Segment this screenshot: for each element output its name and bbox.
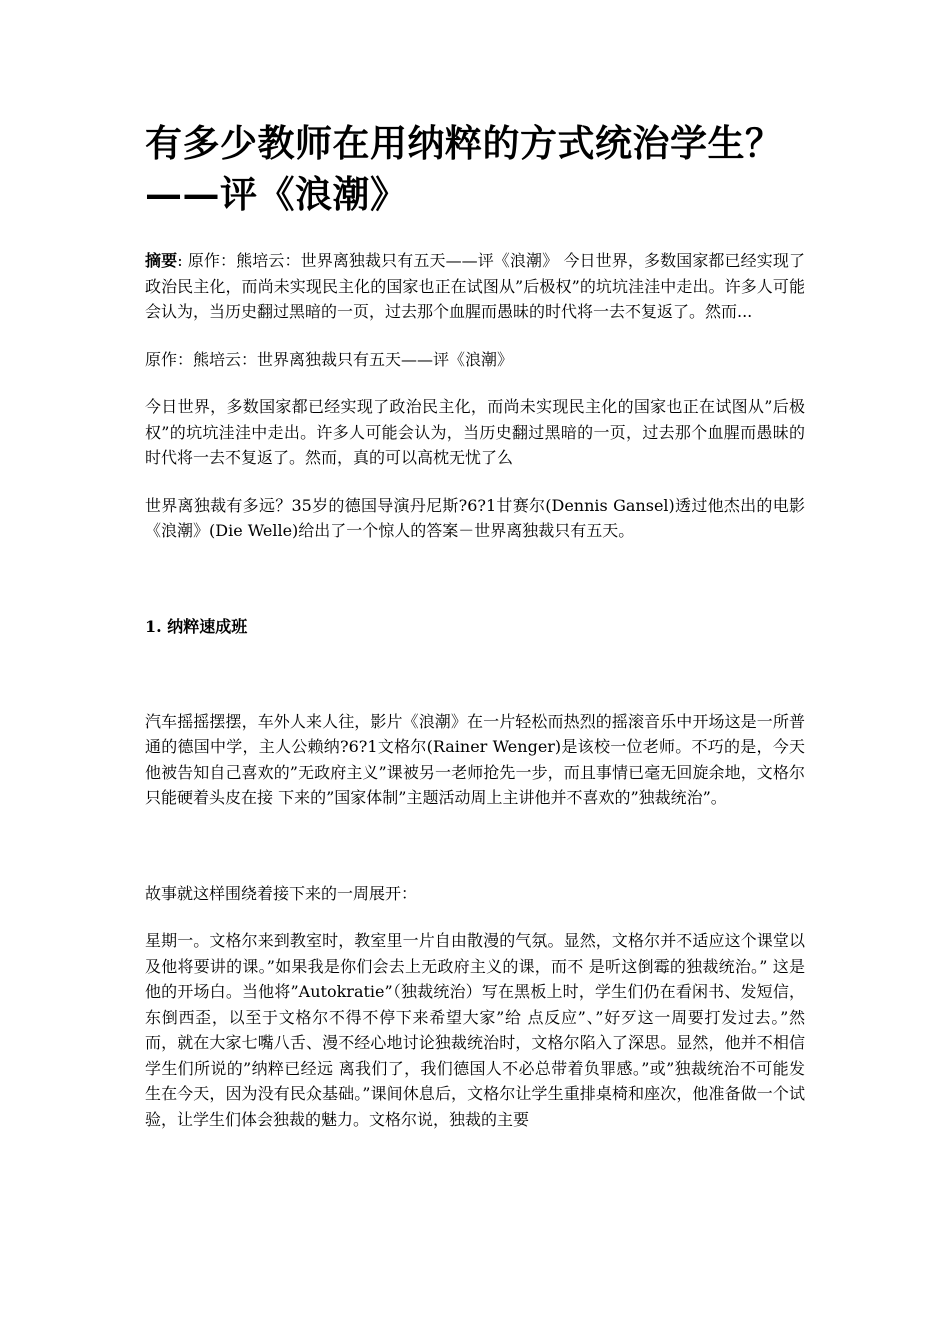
question-paragraph: 世界离独裁有多远？35岁的德国导演丹尼斯?6?1甘赛尔(Dennis Gansel)透过他杰出的电影《浪潮》(Die Welle)给出了一个惊人的答案－世界离独裁只有五天。 bbox=[145, 495, 805, 540]
article-title bbox=[145, 118, 805, 220]
abstract bbox=[145, 248, 805, 325]
article-title-line1: 有多少教师在用纳粹的方式统治学生？ bbox=[145, 121, 783, 165]
section-heading-1: 1. 纳粹速成班 bbox=[145, 616, 248, 636]
abstract-text: : 原作：熊培云：世界离独裁只有五天——评《浪潮》 今日世界，多数国家都已经实现了政治民主化，而尚未实现民主化的国家也正在试图从”后极权”的坑坑洼洼中走出。许多人可能会认为，当历史翻过黑暗的一页，过去那个血腥而愚昧的时代将一去不复返了。然而... bbox=[145, 251, 805, 321]
opening-paragraph: 汽车摇摇摆摆，车外人来人往，影片《浪潮》在一片轻松而热烈的摇滚音乐中开场这是一所普通的德国中学，主人公赖纳?6?1文格尔(Rainer Wenger)是该校一位老师。不巧的是，今天他被告知自己喜欢的”无政府主义”课被另一老师抢先一步，而且事情已毫无回旋余地，文格尔只能硬着头皮在接 下来的”国家体制”主题活动周上主讲他并不喜欢的”独裁统治”。 bbox=[145, 711, 805, 807]
source-paragraph: 原作：熊培云：世界离独裁只有五天——评《浪潮》 bbox=[145, 349, 514, 369]
abstract-label: 摘要 bbox=[145, 251, 178, 270]
monday-paragraph: 星期一。文格尔来到教室时，教室里一片自由散漫的气氛。显然，文格尔并不适应这个课堂以及他将要讲的课。”如果我是你们会去上无政府主义的课，而不 是听这倒霉的独裁统治。” 这是他的开场白。当他将”Autokratie”（独裁统治）写在黑板上时，学生们仍在看闲书、发短信，东倒西歪，以至于文格尔不得不停下来希望大家”给 点反应”、”好歹这一周要打发过去。”然而，就在大家七嘴八舌、漫不经心地讨论独裁统治时，文格尔陷入了深思。显然，他并不相信学生们所说的”纳粹已经远 离我们了，我们德国人不必总带着负罪感。”或”独裁统治不可能发生在今天，因为没有民众基础。”课间休息后，文格尔让学生重排桌椅和座次，他准备做一个试 验，让学生们体会独裁的魅力。文格尔说，独裁的主要 bbox=[145, 931, 805, 1129]
week-intro-paragraph: 故事就这样围绕着接下来的一周展开： bbox=[145, 883, 418, 903]
document-page bbox=[145, 118, 805, 1132]
intro-paragraph: 今日世界，多数国家都已经实现了政治民主化，而尚未实现民主化的国家也正在试图从”后极权”的坑坑洼洼中走出。许多人可能会认为，当历史翻过黑暗的一页，过去那个血腥而愚昧的时代将一去不复返了。然而，真的可以高枕无忧了么 bbox=[145, 397, 805, 467]
article-title-line2: ——评《浪潮》 bbox=[145, 172, 408, 216]
